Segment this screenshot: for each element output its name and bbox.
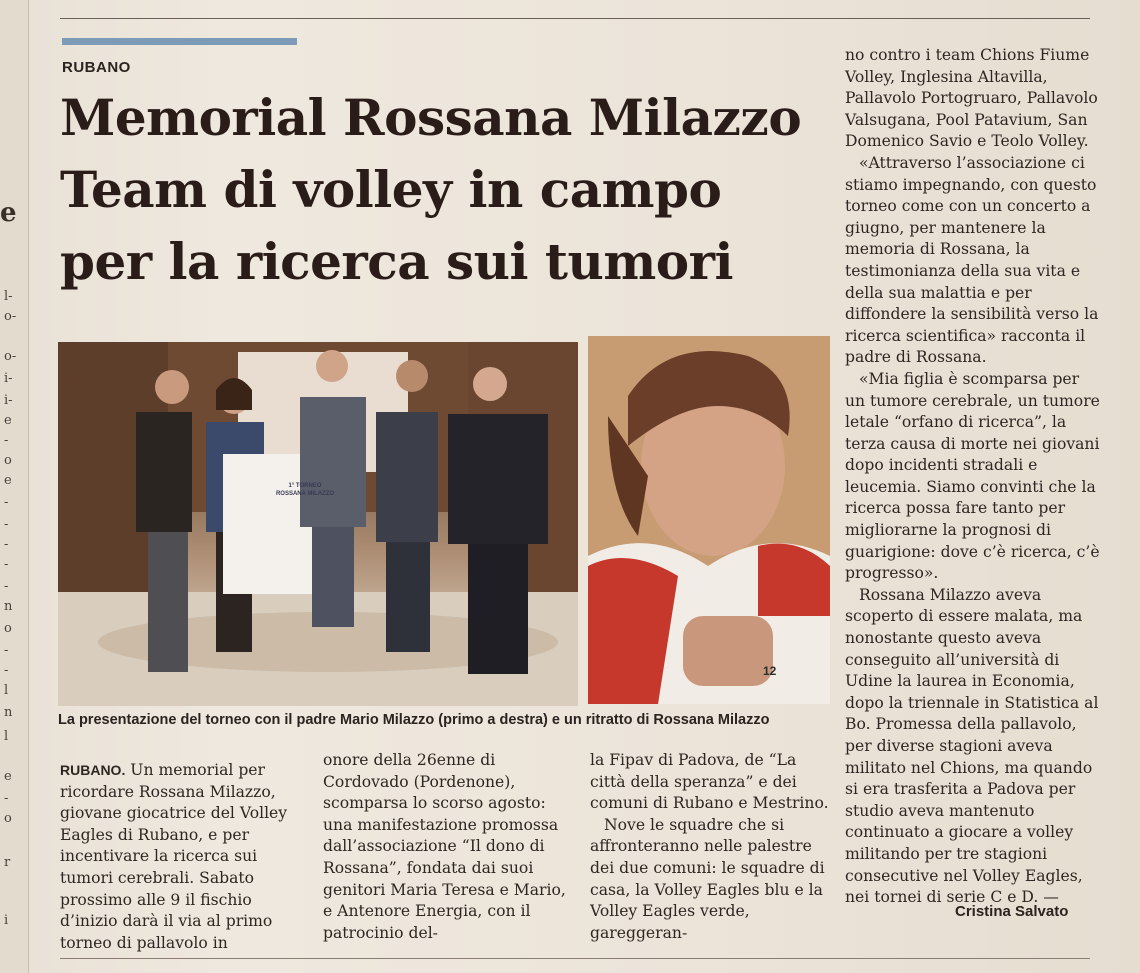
adjacent-column-char: i-	[4, 371, 13, 386]
top-rule	[60, 18, 1090, 19]
adjacent-column-char: o	[4, 453, 12, 468]
adjacent-column-char: i-	[4, 393, 13, 408]
portrait-photo	[588, 336, 830, 704]
column-paragraph: no contro i team Chions Fiume Volley, Inglesina Altavilla, Pallavolo Portogruaro, Pallavolo Valsugana, Pool Patavium, San Domenico Savio e Teolo Volley.	[845, 46, 1098, 151]
adjacent-column-char: -	[4, 791, 9, 806]
adjacent-column-char: l	[4, 729, 9, 744]
adjacent-column-char: -	[4, 579, 9, 594]
column-paragraph: Nove le squadre che si affronteranno nelle palestre dei due comuni: le squadre di casa, la Volley Eagles blu e la Volley Eagles verde, gareggeran-	[590, 815, 825, 942]
adjacent-column-char: -	[4, 663, 9, 678]
bottom-rule	[60, 958, 1090, 959]
article-column-2	[323, 750, 578, 944]
adjacent-column-char: -	[4, 495, 9, 510]
column-text: onore della 26enne di Cordovado (Pordenone), scomparsa lo scorso agosto: una manifestazione promossa dall’associazione “Il dono di Rossana”, fondata dai suoi genitori Maria Teresa e Mario, e Antenore Energia, con il patrocinio del-	[323, 751, 566, 942]
shirt-print-line: 1° TORNEO	[288, 483, 322, 489]
adjacent-column-char: n	[4, 705, 13, 720]
adjacent-column-char: e	[4, 413, 12, 428]
shirt-print	[270, 482, 340, 498]
adjacent-column-char: -	[4, 557, 9, 572]
article-column-3	[590, 750, 835, 944]
adjacent-column-char: r	[4, 855, 11, 870]
adjacent-column-char: l	[4, 683, 9, 698]
adjacent-column-letter: e	[0, 198, 17, 228]
jersey-number: 12	[763, 664, 777, 678]
section-accent-bar	[62, 38, 297, 45]
article-column-4	[845, 45, 1100, 909]
group-photo-illustration	[58, 342, 578, 706]
adjacent-column-char: -	[4, 517, 9, 532]
column-text: Un memorial per ricordare Rossana Milazzo, giovane giocatrice del Volley Eagles di Rubano, e per incentivare la ricerca sui tumori cerebrali. Sabato prossimo alle 9 il fischio d’inizio darà il via al primo torneo di pallavolo in	[60, 761, 288, 952]
article-column-1	[60, 760, 310, 954]
headline	[60, 82, 840, 298]
adjacent-column-char: -	[4, 433, 9, 448]
headline-line: per la ricerca sui tumori	[60, 232, 733, 291]
adjacent-column-fragment	[0, 0, 29, 973]
adjacent-column-char: o	[4, 811, 12, 826]
adjacent-column-char: o	[4, 621, 12, 636]
section-label: RUBANO	[62, 59, 131, 76]
portrait-illustration	[588, 336, 830, 704]
column-paragraph: «Attraverso l’associazione ci stiamo impegnando, con questo torneo come con un concerto a giugno, per mantenere la memoria di Rossana, la testimonianza della sua vita e della sua malattia e per diffondere la sensibilità verso la ricerca scientifica» racconta il padre di Rossana.	[845, 153, 1099, 367]
adjacent-column-char: o-	[4, 349, 17, 364]
dateline: RUBANO.	[60, 762, 126, 778]
column-paragraph: la Fipav di Padova, de “La città della speranza” e dei comuni di Rubano e Mestrino.	[590, 751, 829, 813]
column-paragraph: Rossana Milazzo aveva scoperto di essere malata, ma nonostante questo aveva conseguito all’università di Udine la laurea in Economia, dopo la triennale in Statistica al Bo. Promessa della pallavolo, per diverse stagioni aveva militato nel Chions, ma quando si era trasferita a Padova per studio aveva mantenuto continuato a giocare a volley militando per tre stagioni consecutive nel Volley Eagles, nei tornei di serie C e D. —	[845, 585, 1099, 907]
adjacent-column-char: i	[4, 913, 9, 928]
photo-caption: La presentazione del torneo con il padre Mario Milazzo (primo a destra) e un ritratto di Rossana Milazzo	[58, 712, 770, 728]
adjacent-column-char: e	[4, 769, 12, 784]
adjacent-column-char: -	[4, 537, 9, 552]
author-signature: Cristina Salvato	[955, 903, 1069, 920]
headline-line: Memorial Rossana Milazzo	[60, 88, 802, 147]
column-paragraph: «Mia figlia è scomparsa per un tumore cerebrale, un tumore letale “orfano di ricerca”, la terza causa di morte nei giovani dopo incidenti stradali e leucemia. Siamo convinti che la ricerca possa fare tanto per migliorarne la prognosi di guarigione: dove c’è ricerca, c’è progresso».	[845, 369, 1100, 583]
group-photo	[58, 342, 578, 706]
headline-line: Team di volley in campo	[60, 160, 722, 219]
shirt-print-line: ROSSANA MILAZZO	[275, 491, 335, 497]
adjacent-column-char: -	[4, 643, 9, 658]
adjacent-column-char: o-	[4, 309, 17, 324]
adjacent-column-char: e	[4, 473, 12, 488]
adjacent-column-char: l-	[4, 289, 13, 304]
adjacent-column-char: n	[4, 599, 13, 614]
